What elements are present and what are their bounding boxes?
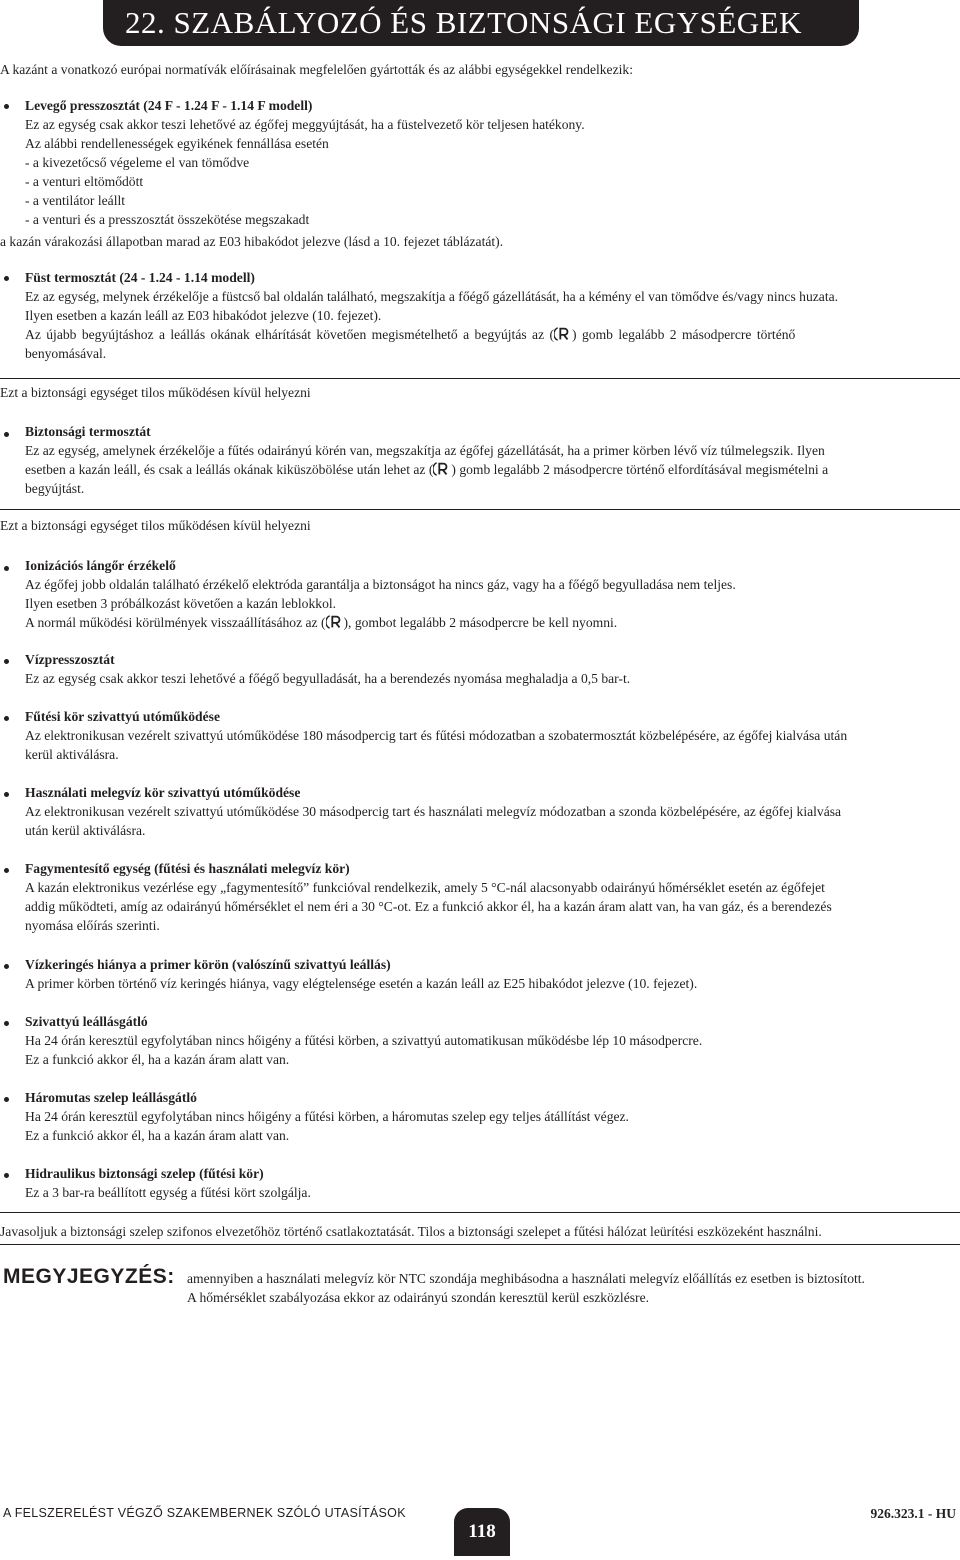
section-text: után kerül aktiválásra. — [25, 823, 146, 838]
section-circulation — [0, 955, 960, 993]
divider — [0, 378, 960, 379]
section-text: addig működteti, amíg az odairányú hőmérséklet el nem éri a 30 °C-ot. Ez a funkció akkor él, ha a kazán áram alatt van, ha van gáz, és a berendezés — [25, 899, 832, 914]
section-safety-valve — [0, 1164, 960, 1202]
section-title: Háromutas szelep leállásgátló — [25, 1090, 197, 1105]
section-text: Az elektronikusan vezérelt szivattyú utóműködése 180 másodpercig tart és fűtési módozatban a szobatermosztát közbelépésére, az égőfej kialvása után — [25, 728, 848, 743]
intro-text: A kazánt a vonatkozó európai normatívák előírásainak megfelelően gyártották és az alábbi egységekkel rendelkezik: — [0, 62, 633, 77]
section-text: Ilyen esetben 3 próbálkozást követően a kazán leblokkol. — [25, 596, 337, 611]
note-line: A hőmérséklet szabályozása ekkor az odairányú szondán keresztül kerül eszközlésre. — [187, 1290, 649, 1305]
text-part: Az újabb begyújtáshoz a leállás okának elhárítását követően megismételhető a begyújtás az ( — [25, 327, 555, 342]
section-title: Levegő presszosztát (24 F - 1.24 F - 1.14 F modell) — [25, 98, 313, 113]
section-pump-antiblock — [0, 1012, 960, 1069]
section-frost — [0, 859, 960, 935]
section-text: nyomása előírás szerinti. — [25, 918, 160, 933]
section-title: Ionizációs lángőr érzékelő — [25, 558, 176, 573]
section-flue-thermostat — [0, 268, 958, 363]
section-text: Ez a 3 bar-ra beállított egység a fűtési kört szolgálja. — [25, 1185, 311, 1200]
section-text-with-icon — [25, 613, 960, 632]
section-text: Ez az egység, melynek érzékelője a füstcső bal oldalán található, megszakítja a főégő gázellátását, ha a kémény el van tömődve és/vagy nincs huzata. — [25, 289, 839, 304]
section-text: Az égőfej jobb oldalán található érzékelő elektróda garantálja a biztonságot ha nincs gáz, vagy ha a főégő begyulladása nem teljes. — [25, 577, 736, 592]
section-text: Ilyen esetben a kazán leáll az E03 hibakódot jelezve (10. fejezet). — [25, 308, 382, 323]
section-text: - a venturi és a presszosztát összekötése megszakadt — [25, 212, 310, 227]
reset-icon — [554, 325, 572, 343]
section-air-switch — [0, 96, 960, 229]
section-text: Az alábbi rendellenességek egyikének fennállása esetén — [25, 136, 329, 151]
text-part: ), gombot legalább 2 másodpercre be kell nyomni. — [343, 615, 618, 630]
section-text: - a kivezetőcső végeleme el van tömődve — [25, 155, 250, 170]
section-dhw-pump — [0, 783, 960, 840]
section-safety-thermostat — [0, 422, 960, 498]
section-text: A kazán elektronikus vezérlése egy „fagymentesítő” funkcióval rendelkezik, amely 5 °C-nál alacsonyabb odairányú hőmérséklet esetén az égőfejet — [25, 880, 825, 895]
document-code: 926.323.1 - HU — [870, 1506, 956, 1521]
section-text: Ez a funkció akkor él, ha a kazán áram alatt van. — [25, 1052, 290, 1067]
section-title: Biztonsági termosztát — [25, 424, 151, 439]
note-line: amennyiben a használati melegvíz kör NTC szondája meghibásodna a használati melegvíz előállítás ez esetben is biztosított. — [187, 1271, 865, 1286]
note-text — [187, 1269, 960, 1307]
section-title: Füst termosztát (24 - 1.24 - 1.14 modell) — [25, 270, 255, 285]
section-title: Használati melegvíz kör szivattyú utóműködése — [25, 785, 301, 800]
reset-icon — [433, 460, 451, 478]
section-title: Fagymentesítő egység (fűtési és használati melegvíz kör) — [25, 861, 350, 876]
section-text: A primer körben történő víz keringés hiánya, vagy elégtelensége esetén a kazán leáll az E25 hibakódot jelezve (10. fejezet). — [25, 976, 698, 991]
section-text: Ez az egység csak akkor teszi lehetővé az égőfej meggyújtását, ha a füstelvezető kör teljesen hatékony. — [25, 117, 585, 132]
reset-icon — [326, 613, 344, 631]
section-text-with-icon — [25, 460, 960, 479]
section-heating-pump — [0, 707, 960, 764]
section-text: benyomásával. — [25, 346, 107, 361]
section-text: Ez a funkció akkor él, ha a kazán áram alatt van. — [25, 1128, 290, 1143]
section-title: Vízkeringés hiánya a primer körön (valószínű szivattyú leállás) — [25, 957, 391, 972]
section-text: Ez az egység csak akkor teszi lehetővé a főégő begyulladását, ha a berendezés nyomása meghaladja a 0,5 bar-t. — [25, 671, 631, 686]
text-part: ) gomb legalább 2 másodpercre történő — [572, 327, 796, 342]
text-part: esetben a kazán leáll, és csak a leállás okának kiküszöbölése után lehet az ( — [25, 462, 434, 477]
recommendation-text: Javasoljuk a biztonsági szelep szifonos elvezetőhöz történő csatlakoztatását. Tilos a biztonsági szelepet a fűtési hálózat leürítési eszközeként használni. — [0, 1224, 822, 1239]
section-ionization — [0, 556, 960, 632]
divider — [0, 1244, 960, 1245]
section-text-with-icon — [25, 325, 958, 344]
section-title: Szivattyú leállásgátló — [25, 1014, 148, 1029]
section-text: begyújtást. — [25, 481, 85, 496]
section-text: Ha 24 órán keresztül egyfolytában nincs hőigény a fűtési körben, a szivattyú automatikusan működésbe lép 10 másodpercre. — [25, 1033, 703, 1048]
page-title: 22. SZABÁLYOZÓ ÉS BIZTONSÁGI EGYSÉGEK — [125, 5, 803, 40]
divider — [0, 509, 960, 510]
text-part: ) gomb legalább 2 másodpercre történő elfordításával megismételni a — [451, 462, 829, 477]
note-label: MEGYJEGYZÉS: — [3, 1265, 175, 1288]
section-title: Fűtési kör szivattyú utóműködése — [25, 709, 220, 724]
section-text: Ez az egység, amelynek érzékelője a fűtés odairányú körén van, megszakítja az égőfej gázellátását, ha a primer körben lévő víz túlmelegszik. Ilyen — [25, 443, 825, 458]
section-text: Az elektronikusan vezérelt szivattyú utóműködése 30 másodpercig tart és használati melegvíz módozatban a szonda közbelépésére, az égőfej kialvása — [25, 804, 842, 819]
section-title: Hidraulikus biztonsági szelep (fűtési kör) — [25, 1166, 264, 1181]
section-text: - a venturi eltömődött — [25, 174, 144, 189]
section-text: Ha 24 órán keresztül egyfolytában nincs hőigény a fűtési körben, a háromutas szelep egy teljes átállítást végez. — [25, 1109, 629, 1124]
page-number: 118 — [454, 1508, 510, 1556]
warning-text: Ezt a biztonsági egységet tilos működésen kívül helyezni — [0, 518, 311, 533]
warning-text: Ezt a biztonsági egységet tilos működésen kívül helyezni — [0, 385, 311, 400]
section-title: Vízpresszosztát — [25, 652, 115, 667]
section-text: a kazán várakozási állapotban marad az E03 hibakódot jelezve (lásd a 10. fejezet táblázatát). — [0, 234, 504, 249]
page-title-bar — [103, 0, 859, 46]
text-part: A normál működési körülmények visszaállításához az ( — [25, 615, 326, 630]
footer-title: A FELSZERELÉST VÉGZŐ SZAKEMBERNEK SZÓLÓ UTASÍTÁSOK — [3, 1506, 406, 1520]
section-valve-antiblock — [0, 1088, 960, 1145]
divider — [0, 1212, 960, 1213]
section-water-pressure — [0, 650, 960, 688]
section-text: kerül aktiválásra. — [25, 747, 119, 762]
section-text: - a ventilátor leállt — [25, 193, 126, 208]
